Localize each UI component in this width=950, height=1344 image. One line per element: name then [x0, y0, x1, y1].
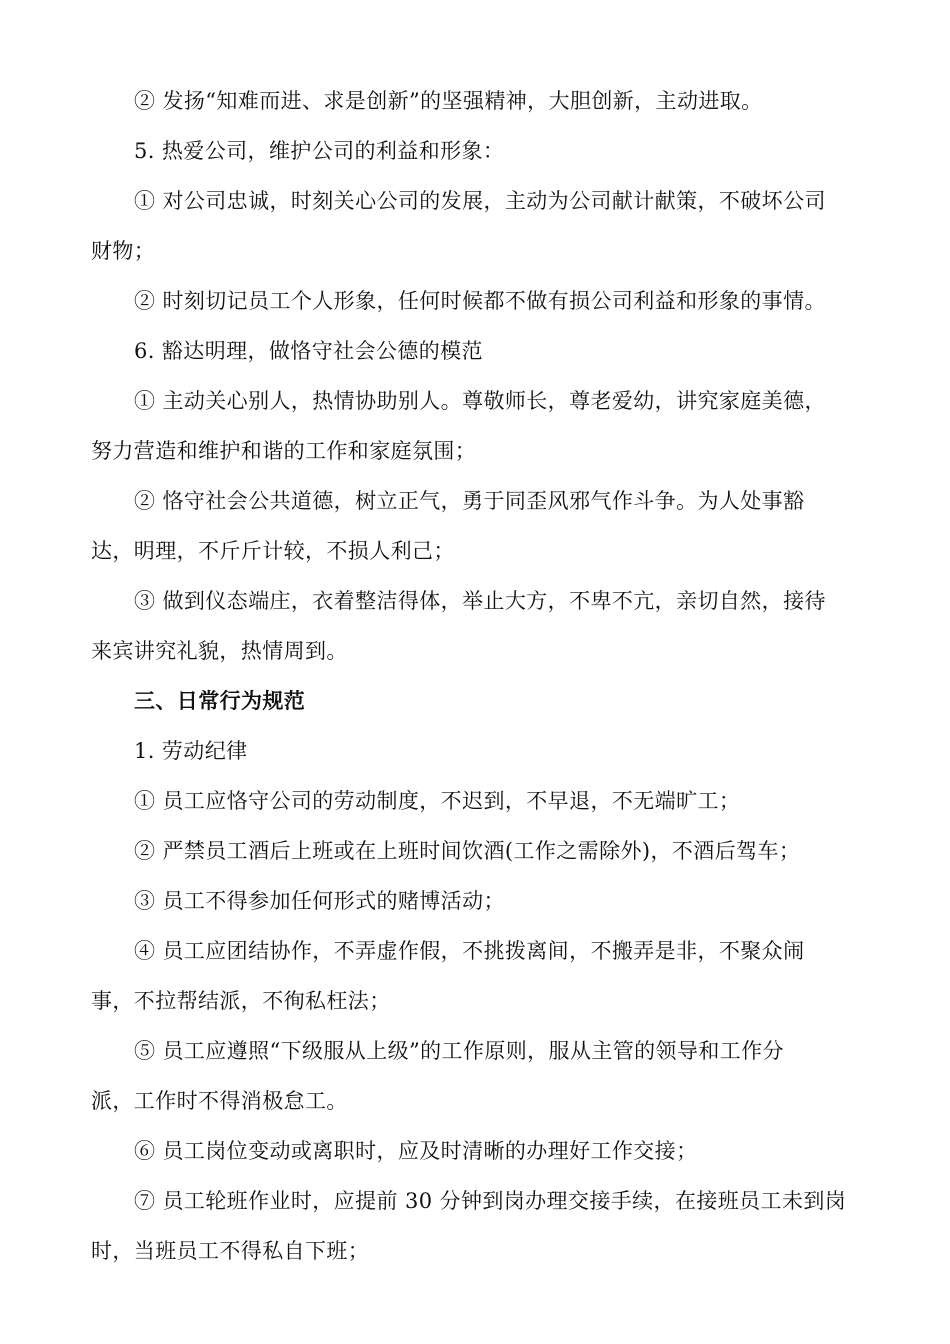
- discipline-item-7-line1: ⑦ 员工轮班作业时，应提前 30 分钟到岗办理交接手续，在接班员工未到岗: [134, 1189, 847, 1213]
- item-1-loyalty-line1: ① 对公司忠诚，时刻关心公司的发展，主动为公司献计献策，不破坏公司: [134, 189, 826, 213]
- discipline-item-4-line2: 事，不拉帮结派，不徇私枉法；: [91, 989, 391, 1013]
- item-2-image: ② 时刻切记员工个人形象，任何时候都不做有损公司利益和形象的事情。: [134, 289, 826, 313]
- discipline-item-6: ⑥ 员工岗位变动或离职时，应及时清晰的办理好工作交接；: [134, 1139, 698, 1163]
- item-1-loyalty-line2: 财物；: [91, 239, 156, 263]
- section-5-title: 5. 热爱公司，维护公司的利益和形象：: [134, 139, 505, 163]
- item-3-demeanor-line1: ③ 做到仪态端庄，衣着整洁得体，举止大方，不卑不亢，亲切自然，接待: [134, 589, 826, 613]
- discipline-item-5-line1: ⑤ 员工应遵照“下级服从上级”的工作原则，服从主管的领导和工作分: [134, 1039, 784, 1063]
- item-1-care-line1: ① 主动关心别人，热情协助别人。尊敬师长，尊老爱幼，讲究家庭美德，: [134, 389, 826, 413]
- subsection-1-title: 1. 劳动纪律: [134, 739, 248, 763]
- chapter-3-heading: 三、日常行为规范: [134, 689, 306, 713]
- discipline-item-3: ③ 员工不得参加任何形式的赌博活动；: [134, 889, 505, 913]
- item-2-ethics-line2: 达，明理，不斤斤计较，不损人利己；: [91, 539, 455, 563]
- discipline-item-2: ② 严禁员工酒后上班或在上班时间饮酒(工作之需除外)，不酒后驾车；: [134, 839, 801, 863]
- item-1-care-line2: 努力营造和维护和谐的工作和家庭氛围；: [91, 439, 477, 463]
- discipline-item-4-line1: ④ 员工应团结协作，不弄虚作假，不挑拨离间，不搬弄是非，不聚众闹: [134, 939, 805, 963]
- item-2-innovation-spirit: ② 发扬“知难而进、求是创新”的坚强精神，大胆创新，主动进取。: [134, 89, 763, 113]
- discipline-item-7-line2: 时，当班员工不得私自下班；: [91, 1239, 370, 1263]
- section-6-title: 6. 豁达明理，做恪守社会公德的模范: [134, 339, 483, 363]
- item-3-demeanor-line2: 来宾讲究礼貌，热情周到。: [91, 639, 348, 663]
- discipline-item-1: ① 员工应恪守公司的劳动制度，不迟到，不早退，不无端旷工；: [134, 789, 741, 813]
- item-2-ethics-line1: ② 恪守社会公共道德，树立正气，勇于同歪风邪气作斗争。为人处事豁: [134, 489, 805, 513]
- discipline-item-5-line2: 派，工作时不得消极怠工。: [91, 1089, 348, 1113]
